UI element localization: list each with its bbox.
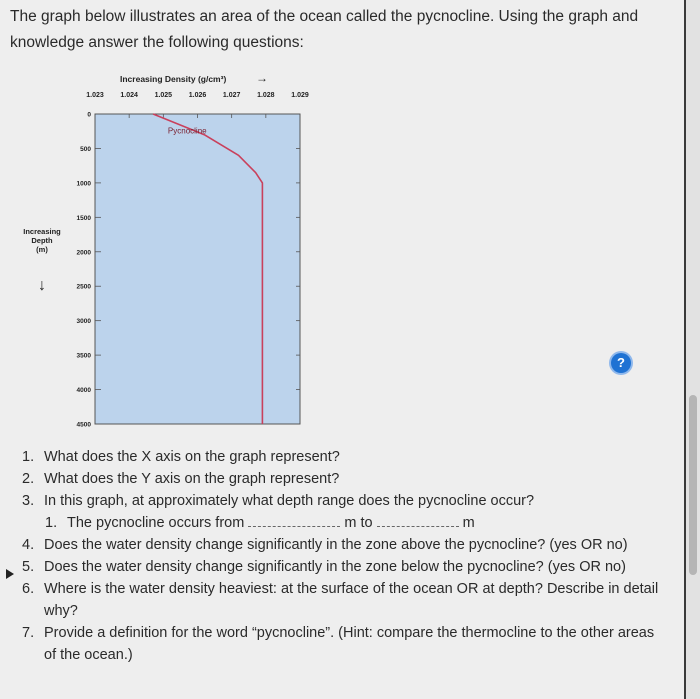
x-tick-label: 1.025 <box>154 92 173 99</box>
question-text: Does the water density change significantly in the zone below the pycnocline? (yes OR no) <box>44 559 626 575</box>
density-depth-chart <box>0 62 340 442</box>
x-tick-label: 1.028 <box>257 92 275 99</box>
y-axis-label: Depth <box>31 236 53 245</box>
y-tick-label: 1000 <box>76 180 91 188</box>
question-item <box>22 622 662 666</box>
y-tick-label: 1500 <box>76 214 91 222</box>
x-tick-label: 1.029 <box>291 92 309 99</box>
question-text: In this graph, at approximately what depth range does the pycnocline occur? <box>44 493 535 509</box>
question-number: 1. <box>22 449 35 465</box>
y-tick-label: 2500 <box>76 283 91 291</box>
y-tick-label: 4500 <box>76 421 91 429</box>
series-label: Pycnocline <box>167 126 207 136</box>
sub-question-item <box>22 512 662 534</box>
current-question-arrow-icon <box>6 569 14 579</box>
question-item <box>22 578 662 622</box>
question-item <box>22 446 662 468</box>
x-tick-label: 1.024 <box>120 92 138 99</box>
x-tick-label: 1.026 <box>188 92 207 99</box>
sub-question-middle: m to <box>344 515 373 531</box>
x-tick-label: 1.027 <box>222 92 241 99</box>
question-text: Where is the water density heaviest: at the surface of the ocean OR at depth? Describe in detail why? <box>44 581 659 619</box>
y-tick-label: 4000 <box>76 387 91 395</box>
y-axis-arrow-icon: ↓ <box>38 277 46 294</box>
question-item <box>22 556 662 578</box>
sub-question-suffix: m <box>462 515 475 531</box>
y-axis-label: Increasing <box>23 227 61 236</box>
question-number: 6. <box>22 581 35 597</box>
depth-to-blank[interactable] <box>377 512 459 527</box>
question-item <box>22 490 662 512</box>
title-arrow-icon: → <box>256 71 268 85</box>
help-icon[interactable]: ? <box>611 353 631 373</box>
question-item <box>22 468 662 490</box>
question-text: What does the Y axis on the graph represent? <box>44 471 340 487</box>
y-tick-label: 0 <box>87 111 91 119</box>
question-number: 2. <box>22 471 35 487</box>
question-number: 7. <box>22 625 35 641</box>
chart-svg <box>0 62 340 442</box>
question-number: 5. <box>22 559 35 575</box>
y-tick-label: 2000 <box>76 249 91 257</box>
question-number: 4. <box>22 537 35 553</box>
sub-question-number: 1. <box>45 515 58 531</box>
sub-question-prefix: The pycnocline occurs from <box>67 515 245 531</box>
depth-from-blank[interactable] <box>248 512 340 527</box>
y-tick-label: 3000 <box>76 318 91 326</box>
y-tick-label: 3500 <box>76 352 91 360</box>
scrollbar-thumb[interactable] <box>689 395 697 575</box>
question-list <box>22 446 662 666</box>
chart-title: Increasing Density (g/cm³) <box>120 74 227 84</box>
question-text: Provide a definition for the word “pycnocline”. (Hint: compare the thermocline to the other areas of the ocean.) <box>44 625 655 663</box>
question-number: 3. <box>22 493 35 509</box>
question-text: What does the X axis on the graph represent? <box>44 449 340 465</box>
plot-area <box>95 114 300 424</box>
question-item <box>22 534 662 556</box>
intro-text: The graph below illustrates an area of the ocean called the pycnocline. Using the graph and knowledge answer the following questions: <box>10 8 639 51</box>
question-text: Does the water density change significantly in the zone above the pycnocline? (yes OR no) <box>44 537 628 553</box>
y-axis-label: (m) <box>36 245 48 254</box>
y-tick-label: 500 <box>80 145 91 153</box>
vertical-scrollbar[interactable] <box>686 0 700 699</box>
x-tick-label: 1.023 <box>86 92 104 99</box>
